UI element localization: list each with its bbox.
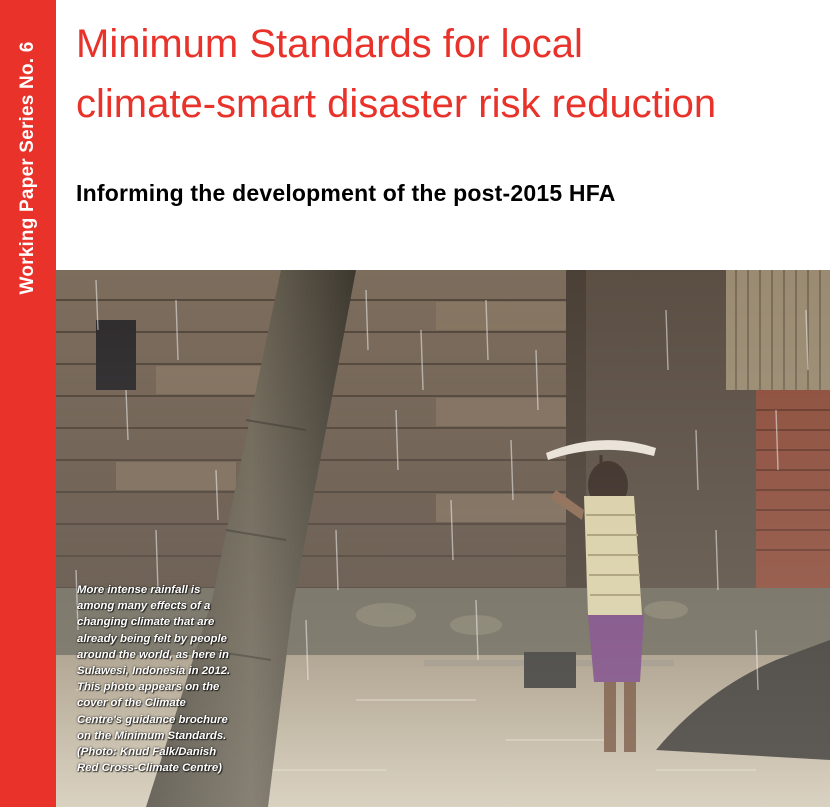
caption-line: around the world, as here in [77, 648, 229, 661]
caption-line: already being felt by people [77, 632, 228, 645]
caption-line: on the Minimum Standards. [77, 729, 227, 742]
page-subtitle: Informing the development of the post-2015 HFA [76, 180, 616, 206]
photo-caption [77, 582, 282, 776]
series-band [0, 0, 56, 807]
caption-line: Red Cross-Climate Centre) [77, 762, 222, 775]
title-line-1: Minimum Standards for local [76, 22, 583, 66]
caption-line: changing climate that are [77, 616, 215, 629]
caption-line: More intense rainfall is [77, 584, 201, 596]
caption-line: Centre's guidance brochure [77, 713, 228, 726]
caption-line: This photo appears on the [77, 681, 220, 694]
caption-line: cover of the Climate [77, 697, 186, 710]
title-line-2: climate-smart disaster risk reduction [76, 82, 717, 126]
caption-line: (Photo: Knud Falk/Danish [77, 746, 217, 759]
caption-line: Sulawesi, Indonesia in 2012. [77, 665, 231, 678]
caption-line: among many effects of a [77, 600, 211, 613]
series-label: Working Paper Series No. 6 [17, 41, 38, 295]
page-title [76, 14, 816, 134]
